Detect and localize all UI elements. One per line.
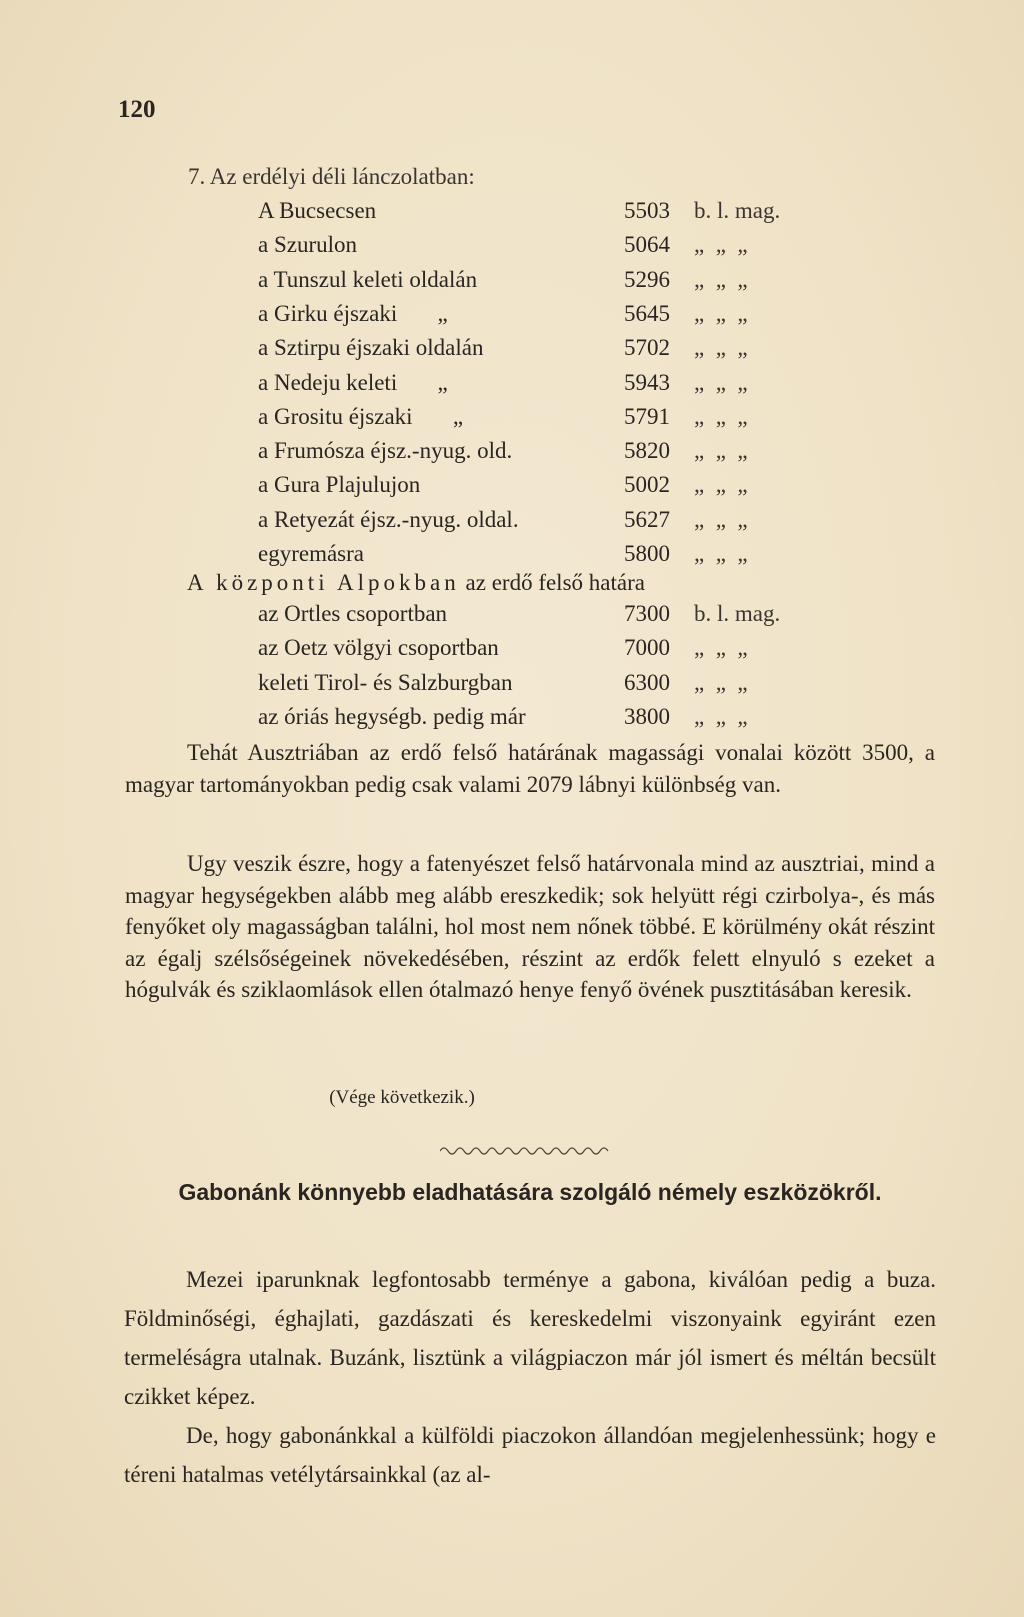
rows-row bbox=[258, 507, 818, 541]
rows-row bbox=[258, 335, 818, 369]
central-alps-spaced: A központi Alpokban bbox=[187, 570, 460, 595]
row-value: 5800 bbox=[624, 541, 670, 566]
paragraph-treeline: Ugy veszik észre, hogy a fatenyészet felső határvonala mind az ausztriai, mind a magyar hegységekben alább meg alább ereszkedik; sok helyütt régi czirbolya-, és más fenyőket oly magasságban találni, hol most nem nőnek többé. E körülmény okát részint az égalj szélsőségeinek növekedésében, részint az erdők felett elnyuló s ezeket a hógulvák és sziklaomlások ellen ótalmazó henye fenyő övének pusztitásában keresik. bbox=[125, 851, 935, 1002]
rows-row bbox=[258, 232, 818, 266]
row-unit: b. l. mag. bbox=[694, 198, 781, 223]
rows2-row bbox=[258, 670, 818, 704]
row-unit: „ „ „ bbox=[694, 506, 748, 532]
row-label: a Retyezát éjsz.-nyug. oldal. bbox=[258, 506, 519, 532]
row-label: a Frumósza éjsz.-nyug. old. bbox=[258, 438, 513, 464]
row-label: az Oetz völgyi csoportban bbox=[258, 635, 499, 661]
row-unit: „ „ „ bbox=[694, 403, 748, 429]
wavy-divider-icon bbox=[440, 1145, 610, 1157]
rows2-row bbox=[258, 601, 818, 635]
row-unit: „ „ „ bbox=[694, 300, 748, 326]
row-label: a Szurulon bbox=[258, 232, 358, 258]
rows-row bbox=[258, 267, 818, 301]
row-label: keleti Tirol- és Salzburgban bbox=[258, 669, 513, 695]
rows-row bbox=[258, 404, 818, 438]
row-label: a Tunszul keleti oldalán bbox=[258, 266, 478, 292]
row-value: 6300 bbox=[624, 669, 670, 695]
row-label: a Sztirpu éjszaki oldalán bbox=[258, 335, 484, 361]
row-unit: „ „ „ bbox=[694, 266, 748, 292]
article-heading: Gabonánk könnyebb eladhatására szolgáló némely eszközökről. bbox=[178, 1179, 882, 1205]
row-label: a Gura Plajulujon bbox=[258, 472, 421, 498]
row-unit: „ „ „ bbox=[694, 438, 748, 464]
paragraph-difference: Tehát Ausztriában az erdő felső határának magassági vonalai között 3500, a magyar tartományokban pedig csak valami 2079 lábnyi különbség van. bbox=[125, 740, 935, 797]
row-label: egyremásra bbox=[258, 541, 364, 566]
row-unit: „ „ „ bbox=[694, 635, 748, 661]
row-value: 5820 bbox=[624, 438, 670, 464]
row-label: a Girku éjszaki „ bbox=[258, 300, 448, 326]
row-unit: b. l. mag. bbox=[694, 601, 781, 626]
rows-row bbox=[258, 301, 818, 335]
row-label: az Ortles csoportban bbox=[258, 601, 448, 626]
rows-row bbox=[258, 438, 818, 472]
row-value: 5943 bbox=[624, 369, 670, 395]
row-unit: „ „ „ bbox=[694, 541, 748, 566]
row-value: 5702 bbox=[624, 335, 670, 361]
rows2-row bbox=[258, 635, 818, 669]
row-value: 5296 bbox=[624, 266, 670, 292]
row-label: a Grositu éjszaki „ bbox=[258, 403, 464, 429]
paragraph-grain: Mezei iparunknak legfontosabb terménye a gabona, kiválóan pedig a buza. Földminőségi, éghajlati, gazdászati és kereskedelmi viszonyaink egyiránt ezen termeléságra utalnak. Buzánk, lisztünk a világpiaczon már jól ismert és méltán becsült czikket képez. bbox=[124, 1267, 936, 1409]
paragraph-market: De, hogy gabonánkkal a külföldi piaczokon állandóan megjelenhessünk; hogy e téreni hatalmas vetélytársainkkal (az al- bbox=[124, 1423, 936, 1487]
row-label: A Bucsecsen bbox=[258, 198, 377, 223]
row-value: 7300 bbox=[624, 601, 670, 626]
row-unit: „ „ „ bbox=[694, 669, 748, 695]
row-unit: „ „ „ bbox=[694, 369, 748, 395]
list-title: 7. Az erdélyi déli lánczolatban: bbox=[188, 164, 475, 189]
central-alps-rest: az erdő felső határa bbox=[459, 570, 645, 595]
row-value: 5503 bbox=[624, 198, 670, 223]
row-unit: „ „ „ bbox=[694, 232, 748, 258]
row-label: a Nedeju keleti „ bbox=[258, 369, 448, 395]
rows2-row bbox=[258, 704, 818, 738]
rows-row bbox=[258, 472, 818, 506]
rows-row bbox=[258, 198, 818, 232]
row-value: 5627 bbox=[624, 506, 670, 532]
row-value: 3800 bbox=[624, 703, 670, 729]
row-value: 5064 bbox=[624, 232, 670, 258]
row-value: 5791 bbox=[624, 403, 670, 429]
rows-row bbox=[258, 370, 818, 404]
row-unit: „ „ „ bbox=[694, 472, 748, 498]
row-value: 7000 bbox=[624, 635, 670, 661]
row-value: 5645 bbox=[624, 300, 670, 326]
row-unit: „ „ „ bbox=[694, 335, 748, 361]
row-value: 5002 bbox=[624, 472, 670, 498]
page-number: 120 bbox=[118, 96, 156, 123]
row-label: az óriás hegységb. pedig már bbox=[258, 703, 526, 729]
central-alps-heading bbox=[187, 570, 645, 596]
to-be-continued: (Vége következik.) bbox=[329, 1087, 475, 1108]
row-unit: „ „ „ bbox=[694, 703, 748, 729]
